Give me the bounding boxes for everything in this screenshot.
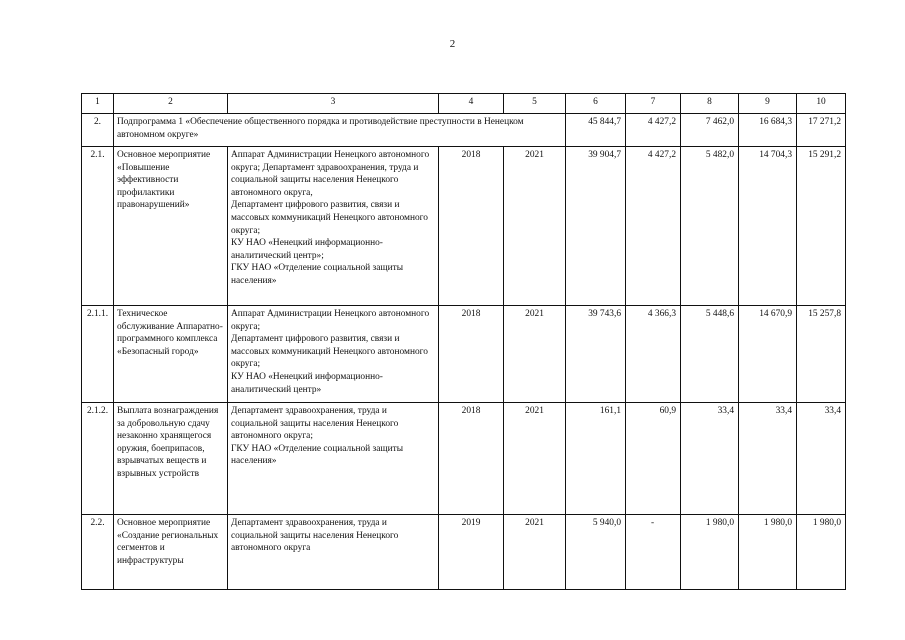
table-row — [82, 147, 846, 306]
value-cell: 7 462,0 — [681, 114, 739, 147]
value-cell: 33,4 — [739, 403, 797, 515]
end-year: 2021 — [504, 147, 566, 306]
header-cell: 6 — [566, 94, 626, 114]
value-cell: 1 980,0 — [681, 515, 739, 590]
header-cell: 8 — [681, 94, 739, 114]
end-year: 2021 — [504, 403, 566, 515]
value-cell: 161,1 — [566, 403, 626, 515]
header-cell: 5 — [504, 94, 566, 114]
value-cell: 15 257,8 — [797, 306, 846, 403]
value-cell: 60,9 — [626, 403, 681, 515]
row-number: 2.1. — [82, 147, 114, 306]
value-cell: 15 291,2 — [797, 147, 846, 306]
table-row — [82, 114, 846, 147]
row-number: 2.1.1. — [82, 306, 114, 403]
measure-name: Основное мероприятие «Повышение эффективности профилактики правонарушений» — [114, 147, 228, 306]
row-number: 2.2. — [82, 515, 114, 590]
value-cell: 16 684,3 — [739, 114, 797, 147]
measure-name: Выплата вознаграждения за добровольную сдачу незаконно хранящегося оружия, боеприпасов, взрывчатых веществ и взрывных устройств — [114, 403, 228, 515]
measure-name: Основное мероприятие «Создание региональных сегментов и инфраструктуры — [114, 515, 228, 590]
header-cell: 7 — [626, 94, 681, 114]
header-cell: 2 — [114, 94, 228, 114]
start-year: 2018 — [439, 147, 504, 306]
executor-cell: Департамент здравоохранения, труда и социальной защиты населения Ненецкого автономного округа; ГКУ НАО «Отделение социальной защиты населения» — [228, 403, 439, 515]
value-cell: - — [626, 515, 681, 590]
value-cell: 39 904,7 — [566, 147, 626, 306]
value-cell: 33,4 — [681, 403, 739, 515]
measure-name: Техническое обслуживание Аппаратно-программного комплекса «Безопасный город» — [114, 306, 228, 403]
end-year: 2021 — [504, 515, 566, 590]
value-cell: 1 980,0 — [739, 515, 797, 590]
value-cell: 4 366,3 — [626, 306, 681, 403]
table-row — [82, 515, 846, 590]
program-table — [81, 93, 846, 590]
table-row — [82, 403, 846, 515]
value-cell: 5 448,6 — [681, 306, 739, 403]
header-cell: 9 — [739, 94, 797, 114]
start-year: 2018 — [439, 403, 504, 515]
value-cell: 4 427,2 — [626, 147, 681, 306]
executor-cell: Департамент здравоохранения, труда и социальной защиты населения Ненецкого автономного округа — [228, 515, 439, 590]
header-cell: 4 — [439, 94, 504, 114]
executor-cell: Аппарат Администрации Ненецкого автономного округа; Департамент здравоохранения, труда и социальной защиты населения Ненецкого автономного округа, Департамент цифрового развития, связи и массовых коммуникаций Ненецкого автономного округа; КУ НАО «Ненецкий информационно-аналитический центр»; ГКУ НАО «Отделение социальной защиты населения» — [228, 147, 439, 306]
start-year: 2019 — [439, 515, 504, 590]
start-year: 2018 — [439, 306, 504, 403]
header-cell: 3 — [228, 94, 439, 114]
header-cell: 10 — [797, 94, 846, 114]
value-cell: 5 940,0 — [566, 515, 626, 590]
executor-cell: Аппарат Администрации Ненецкого автономного округа; Департамент цифрового развития, связи и массовых коммуникаций Ненецкого автономного округа; КУ НАО «Ненецкий информационно-аналитический центр» — [228, 306, 439, 403]
table-row — [82, 306, 846, 403]
subprogram-title: Подпрограмма 1 «Обеспечение общественного порядка и противодействие преступности в Ненецком автономном округе» — [114, 114, 566, 147]
value-cell: 17 271,2 — [797, 114, 846, 147]
row-number: 2. — [82, 114, 114, 147]
page-number: 2 — [449, 38, 456, 50]
value-cell: 14 670,9 — [739, 306, 797, 403]
header-cell: 1 — [82, 94, 114, 114]
end-year: 2021 — [504, 306, 566, 403]
row-number: 2.1.2. — [82, 403, 114, 515]
value-cell: 1 980,0 — [797, 515, 846, 590]
value-cell: 14 704,3 — [739, 147, 797, 306]
value-cell: 4 427,2 — [626, 114, 681, 147]
value-cell: 45 844,7 — [566, 114, 626, 147]
value-cell: 33,4 — [797, 403, 846, 515]
header-row — [82, 94, 846, 114]
value-cell: 39 743,6 — [566, 306, 626, 403]
value-cell: 5 482,0 — [681, 147, 739, 306]
